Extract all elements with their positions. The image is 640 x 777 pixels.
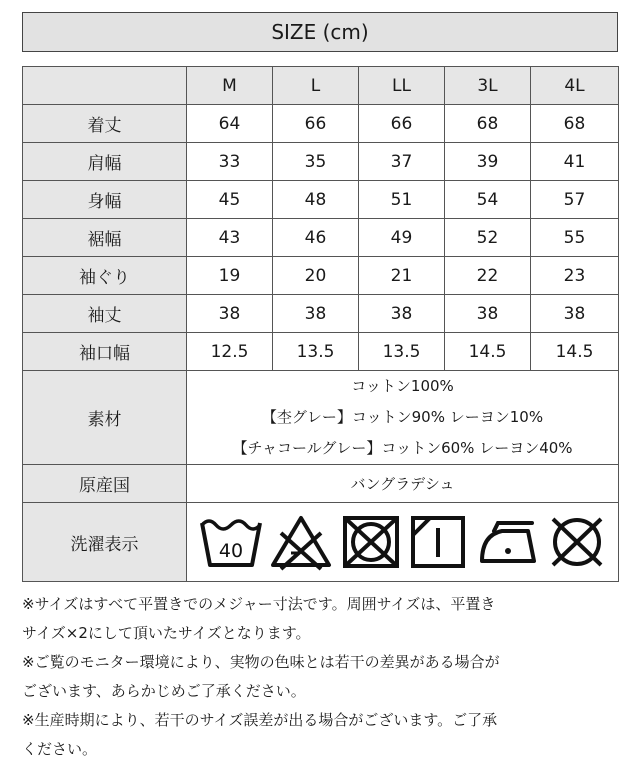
- note-line: ※サイズはすべて平置きでのメジャー寸法です。周囲サイズは、平置き: [22, 595, 496, 613]
- no-bleach-icon: [269, 513, 333, 571]
- row-label: 身幅: [23, 181, 187, 219]
- material-label: 素材: [23, 371, 187, 465]
- size-title: SIZE (cm): [22, 12, 618, 52]
- size-value: 12.5: [187, 333, 273, 371]
- material-line: コットン100%: [351, 377, 454, 395]
- size-value: 54: [445, 181, 531, 219]
- notes: [22, 590, 622, 764]
- size-value: 52: [445, 219, 531, 257]
- origin-label: 原産国: [23, 465, 187, 503]
- size-value: 38: [531, 295, 619, 333]
- size-value: 38: [445, 295, 531, 333]
- column-header: 4L: [531, 67, 619, 105]
- size-value: 68: [531, 105, 619, 143]
- column-header: M: [187, 67, 273, 105]
- care-icons-cell: [187, 503, 619, 582]
- size-value: 13.5: [273, 333, 359, 371]
- row-label: 袖丈: [23, 295, 187, 333]
- row-label: 着丈: [23, 105, 187, 143]
- note-line: ございます、あらかじめご了承ください。: [22, 682, 306, 700]
- origin-value: バングラデシュ: [187, 465, 619, 503]
- size-value: 14.5: [445, 333, 531, 371]
- size-value: 41: [531, 143, 619, 181]
- size-value: 66: [273, 105, 359, 143]
- row-label: 裾幅: [23, 219, 187, 257]
- size-value: 23: [531, 257, 619, 295]
- size-value: 22: [445, 257, 531, 295]
- size-value: 48: [273, 181, 359, 219]
- no-tumble-dry-icon: [339, 513, 403, 571]
- table-row: [23, 143, 619, 181]
- size-value: 57: [531, 181, 619, 219]
- table-row: [23, 219, 619, 257]
- table-row: [23, 333, 619, 371]
- wash-temp-label: 40: [218, 540, 244, 562]
- size-value: 33: [187, 143, 273, 181]
- material-cell: [187, 371, 619, 465]
- size-value: 49: [359, 219, 445, 257]
- table-row: [23, 295, 619, 333]
- size-table: [22, 66, 619, 582]
- column-header: 3L: [445, 67, 531, 105]
- size-value: 38: [187, 295, 273, 333]
- size-value: 20: [273, 257, 359, 295]
- header-blank-cell: [23, 67, 187, 105]
- size-value: 14.5: [531, 333, 619, 371]
- material-row: [23, 371, 619, 465]
- table-row: [23, 257, 619, 295]
- no-dry-clean-icon: [546, 513, 608, 571]
- size-header-row: [23, 67, 619, 105]
- material-line: 【チャコールグレー】コットン60% レーヨン40%: [232, 439, 573, 457]
- care-label: 洗濯表示: [23, 503, 187, 582]
- size-value: 45: [187, 181, 273, 219]
- size-value: 51: [359, 181, 445, 219]
- size-value: 64: [187, 105, 273, 143]
- size-value: 68: [445, 105, 531, 143]
- row-label: 肩幅: [23, 143, 187, 181]
- wash-40-icon: [199, 513, 263, 571]
- size-value: 43: [187, 219, 273, 257]
- table-row: [23, 181, 619, 219]
- line-dry-shade-icon: [408, 513, 468, 571]
- size-value: 39: [445, 143, 531, 181]
- note-line: ください。: [22, 740, 98, 758]
- size-value: 13.5: [359, 333, 445, 371]
- note-line: サイズ×2にして頂いたサイズとなります。: [22, 624, 311, 642]
- material-line: 【杢グレー】コットン90% レーヨン10%: [261, 408, 544, 426]
- size-value: 55: [531, 219, 619, 257]
- row-label: 袖ぐり: [23, 257, 187, 295]
- size-value: 19: [187, 257, 273, 295]
- note-line: ※ご覧のモニター環境により、実物の色味とは若干の差異がある場合が: [22, 653, 500, 671]
- size-value: 46: [273, 219, 359, 257]
- origin-row: [23, 465, 619, 503]
- size-value: 38: [359, 295, 445, 333]
- care-row: [23, 503, 619, 582]
- size-value: 35: [273, 143, 359, 181]
- size-value: 37: [359, 143, 445, 181]
- size-value: 21: [359, 257, 445, 295]
- table-row: [23, 105, 619, 143]
- iron-low-icon: [474, 513, 540, 571]
- column-header: LL: [359, 67, 445, 105]
- note-line: ※生産時期により、若干のサイズ誤差が出る場合がございます。ご了承: [22, 711, 498, 729]
- column-header: L: [273, 67, 359, 105]
- size-value: 38: [273, 295, 359, 333]
- row-label: 袖口幅: [23, 333, 187, 371]
- size-value: 66: [359, 105, 445, 143]
